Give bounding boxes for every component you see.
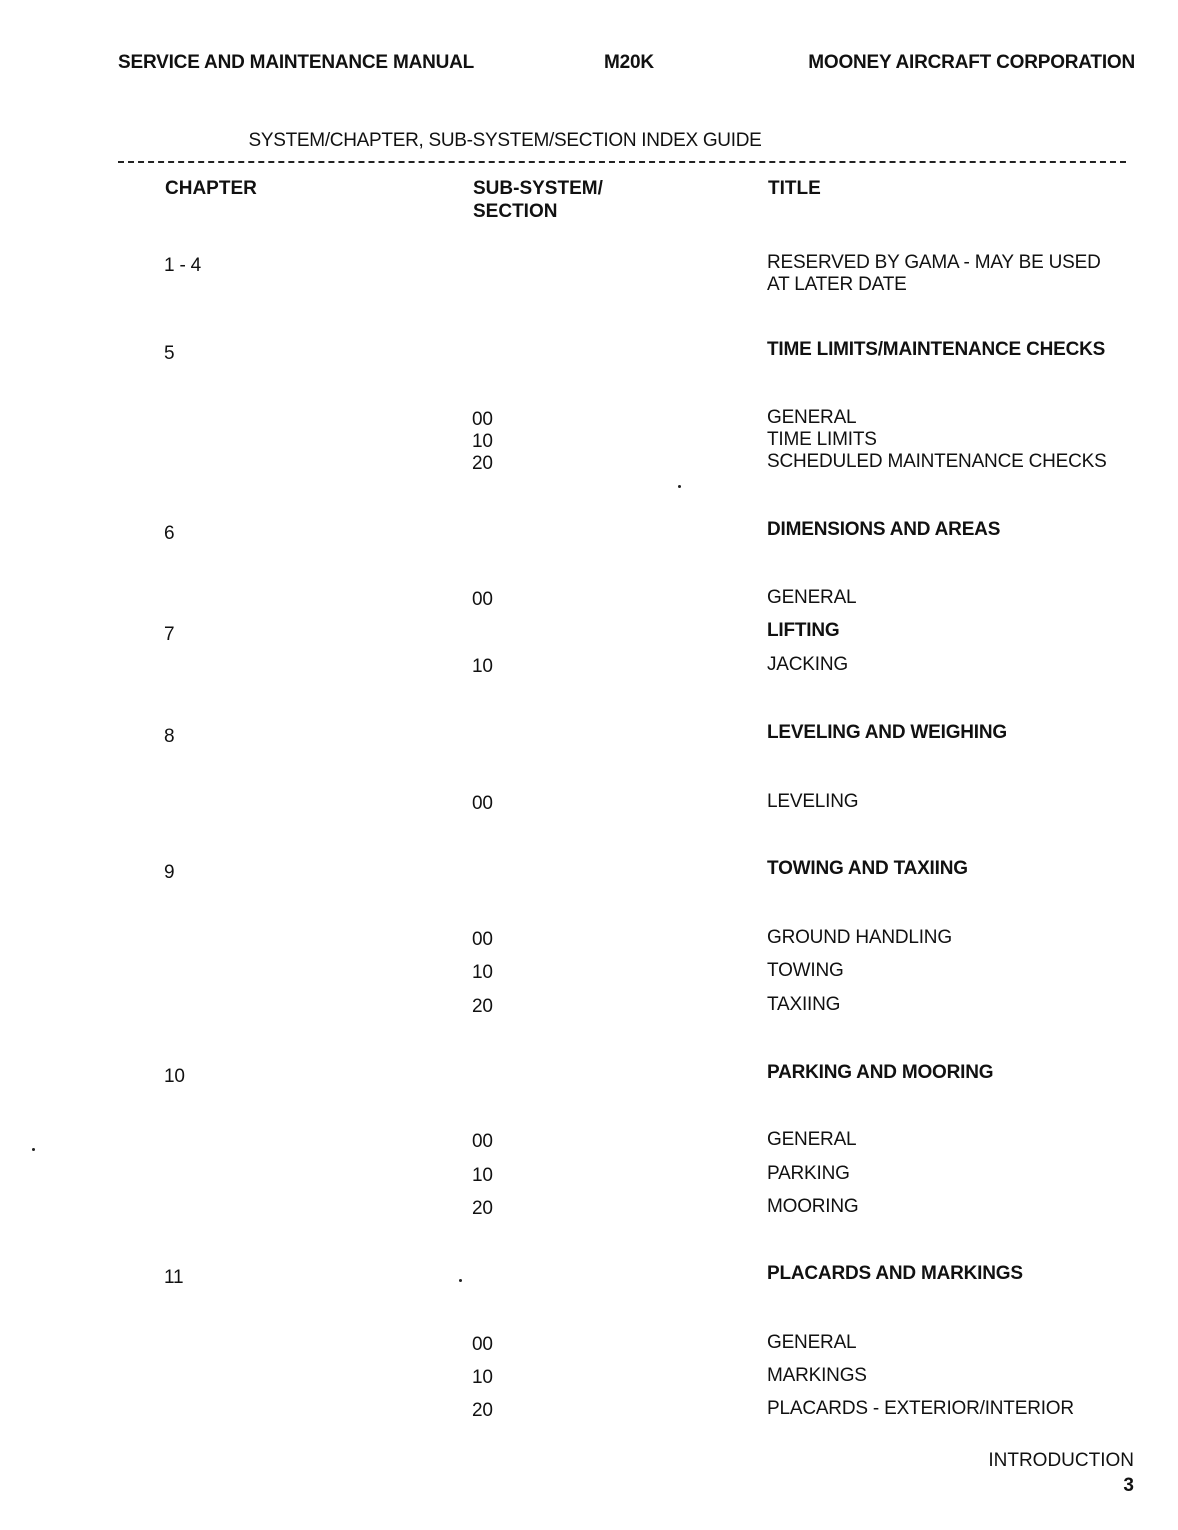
scan-speck (678, 485, 681, 488)
index-guide-title: SYSTEM/CHAPTER, SUB-SYSTEM/SECTION INDEX GUIDE (248, 130, 762, 151)
section-title: PLACARDS - EXTERIOR/INTERIOR (767, 1398, 1074, 1419)
company-name: MOONEY AIRCRAFT CORPORATION (808, 52, 1135, 73)
chapter-title: PLACARDS AND MARKINGS (767, 1263, 1023, 1284)
section-code: 00 (472, 1334, 493, 1355)
section-title: LEVELING (767, 791, 859, 812)
manual-title: SERVICE AND MAINTENANCE MANUAL (118, 52, 475, 73)
chapter-number: 9 (164, 862, 175, 883)
section-title: GENERAL (767, 1129, 857, 1150)
section-code: 20 (472, 1198, 493, 1219)
chapter-title: TOWING AND TAXIING (767, 858, 968, 879)
section-code: 10 (472, 962, 493, 983)
section-code: 20 (472, 453, 493, 474)
chapter-number: 10 (164, 1066, 185, 1087)
chapter-title: PARKING AND MOORING (767, 1062, 994, 1083)
section-code: 10 (472, 431, 493, 452)
section-code: 00 (472, 1131, 493, 1152)
chapter-title: DIMENSIONS AND AREAS (767, 519, 1001, 540)
section-code: 00 (472, 793, 493, 814)
chapter-number: 7 (164, 624, 175, 645)
chapter-number: 1 - 4 (164, 255, 202, 276)
section-title: TAXIING (767, 994, 841, 1015)
section-code: 10 (472, 1165, 493, 1186)
column-header-section (473, 177, 603, 223)
section-title: JACKING (767, 654, 848, 675)
scan-speck (32, 1148, 35, 1151)
section-code: 10 (472, 656, 493, 677)
section-title: GENERAL (767, 407, 857, 428)
section-code: 00 (472, 929, 493, 950)
column-header-title: TITLE (768, 178, 821, 199)
section-code: 10 (472, 1367, 493, 1388)
section-title: TIME LIMITS (767, 429, 877, 450)
chapter-title: LIFTING (767, 620, 840, 641)
section-title: GROUND HANDLING (767, 927, 952, 948)
footer-section-label: INTRODUCTION (988, 1450, 1134, 1471)
section-title: SCHEDULED MAINTENANCE CHECKS (767, 451, 1107, 472)
scan-speck (459, 1279, 462, 1282)
chapter-number: 8 (164, 726, 175, 747)
section-code: 00 (472, 589, 493, 610)
chapter-title: LEVELING AND WEIGHING (767, 722, 1007, 743)
section-code: 00 (472, 409, 493, 430)
section-code: 20 (472, 996, 493, 1017)
chapter-number: 11 (164, 1267, 184, 1288)
section-code: 20 (472, 1400, 493, 1421)
page-number: 3 (1123, 1475, 1134, 1496)
chapter-title (767, 252, 1101, 296)
chapter-number: 5 (164, 343, 175, 364)
section-title: MARKINGS (767, 1365, 867, 1386)
chapter-title-line1: RESERVED BY GAMA - MAY BE USED (767, 252, 1101, 273)
aircraft-model: M20K (604, 52, 654, 73)
column-header-chapter: CHAPTER (165, 178, 257, 199)
section-title: PARKING (767, 1163, 850, 1184)
chapter-number: 6 (164, 523, 175, 544)
section-title: GENERAL (767, 587, 857, 608)
section-title: TOWING (767, 960, 844, 981)
chapter-title-line2: AT LATER DATE (767, 274, 907, 295)
column-header-section-line2: SECTION (473, 201, 558, 222)
section-title: GENERAL (767, 1332, 857, 1353)
chapter-title: TIME LIMITS/MAINTENANCE CHECKS (767, 339, 1106, 360)
section-title: MOORING (767, 1196, 859, 1217)
dashed-divider (118, 161, 1126, 163)
column-header-section-line1: SUB-SYSTEM/ (473, 178, 603, 199)
